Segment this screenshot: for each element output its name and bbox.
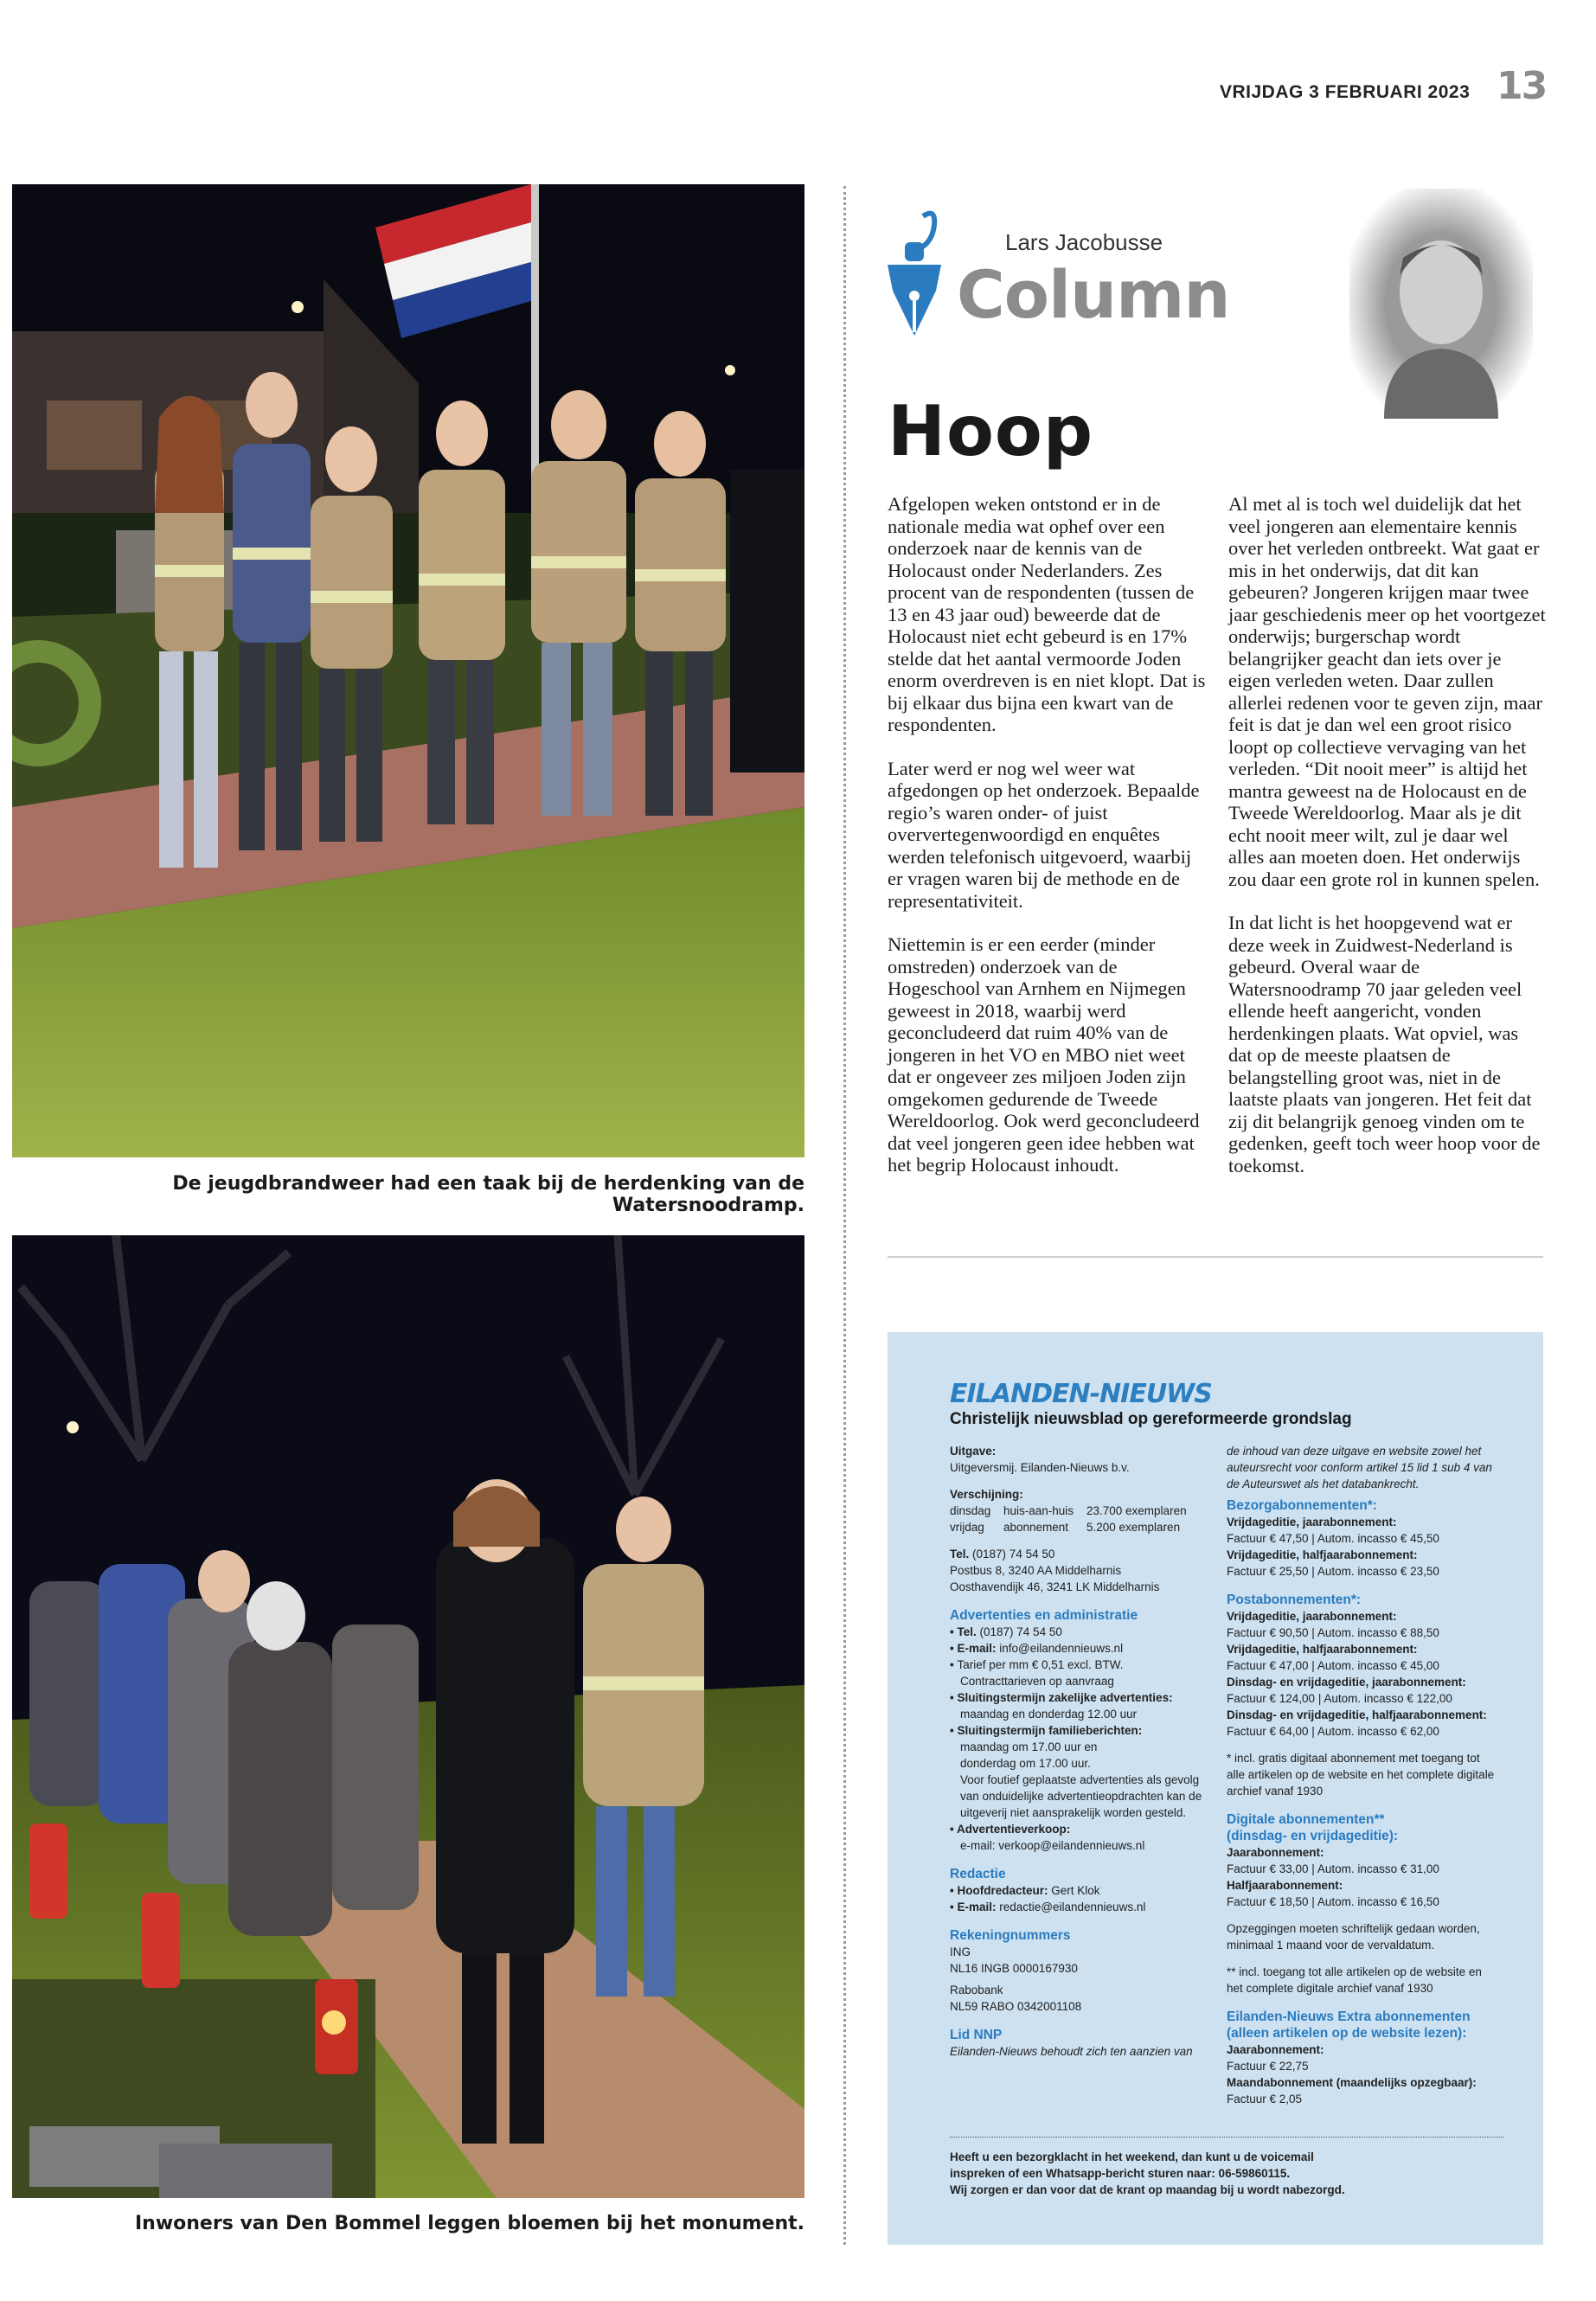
cancellation-line: Opzeggingen moeten schriftelijk gedaan worden,	[1227, 1922, 1480, 1935]
footnote-line: * incl. gratis digitaal abonnement met toegang tot	[1227, 1752, 1480, 1765]
colophon-left-column	[950, 1443, 1218, 2060]
copyright-line: de inhoud van deze uitgave en website zowel het	[1227, 1445, 1482, 1458]
editorial-heading: Redactie	[950, 1867, 1006, 1881]
subscription-label: Jaarabonnement:	[1227, 2043, 1324, 2056]
verschijning-type: huis-aan-huis	[1003, 1504, 1074, 1517]
editorial-email	[950, 1899, 1218, 1915]
bank-iban: NL16 INGB 0000167930	[950, 1962, 1078, 1975]
subscription-label: Vrijdageditie, halfjaarabonnement:	[1227, 1548, 1418, 1561]
verschijning-row	[950, 1519, 1218, 1535]
copyright-line: auteursrecht voor conform artikel 15 lid 1 sub 4 van	[1227, 1461, 1492, 1474]
photo-caption-top: De jeugdbrandweer had een taak bij de herdenking van de Watersnoodramp.	[172, 1173, 804, 1216]
copyright-line: de Auteurswet als het databankrecht.	[1227, 1477, 1420, 1490]
postbus: Postbus 8, 3240 AA Middelharnis	[950, 1564, 1122, 1577]
disclaimer-line: van onduidelijke advertentieopdrachten kan de	[960, 1790, 1202, 1803]
footnote-line: ** incl. toegang tot alle artikelen op de website en	[1227, 1965, 1482, 1978]
issue-date: VRIJDAG 3 FEBRUARI 2023	[1220, 82, 1471, 102]
extra-subscriptions-subheading: (alleen artikelen op de website lezen):	[1227, 2026, 1467, 2041]
article-paragraph: Niettemin is er een eerder (minder omstreden) onderzoek van de Hogeschool van Arnhem en Nijmegen geweest in 2018, waarbij werd geconcludeerd dat ruim 40% van de jongeren in het VO en MBO niet weet dat er ongeveer zes miljoen Joden zijn omgekomen gedurende de Tweede Wereldoorlog. Ook werd geconcludeerd dat veel jongeren geen idee hebben wat het begrip Holocaust inhoudt.	[888, 933, 1200, 1176]
column-label: Column	[957, 256, 1230, 333]
footnote-line: het complete digitale archief vanaf 1930	[1227, 1982, 1433, 1995]
adv-phone	[950, 1624, 1218, 1640]
phone-label: Tel.	[950, 1548, 970, 1561]
article-paragraph: Later werd er nog wel weer wat afgedongen op het onderzoek. Bepaalde regio’s waren onder- of juist oververtegenwoordigd en enquêtes werden telefonisch uitgevoerd, waarbij er vragen waren bij de methode en de representativiteit.	[888, 757, 1200, 912]
verschijning-count: 23.700 exemplaren	[1086, 1504, 1187, 1517]
phone-line	[950, 1546, 1218, 1562]
phone-value: (0187) 74 54 50	[972, 1548, 1055, 1561]
article-body-right	[1228, 493, 1547, 1198]
subscription-price: Factuur € 90,50 | Autom. incasso € 88,50	[1227, 1626, 1439, 1639]
adv-email-label: E-mail:	[957, 1642, 997, 1655]
tariff: • Tarief per mm € 0,51 excl. BTW.	[950, 1657, 1218, 1673]
author-portrait	[1349, 189, 1533, 419]
uitgave-label: Uitgave:	[950, 1445, 997, 1458]
bank-name: ING	[950, 1945, 971, 1958]
nnp-text: Eilanden-Nieuws behoudt zich ten aanzien van	[950, 2045, 1193, 2058]
verschijning-label: Verschijning:	[950, 1488, 1023, 1501]
ad-sales-value[interactable]: e-mail: verkoop@eilandennieuws.nl	[960, 1839, 1145, 1852]
adv-phone-value: (0187) 74 54 50	[979, 1625, 1062, 1638]
photo-caption-bottom: Inwoners van Den Bommel leggen bloemen bij het monument.	[134, 2213, 804, 2234]
subscription-price: Factuur € 18,50 | Autom. incasso € 16,50	[1227, 1895, 1439, 1908]
verschijning-row	[950, 1503, 1218, 1519]
bank-heading: Rekeningnummers	[950, 1928, 1071, 1943]
footnote-line: alle artikelen op de website en het complete digitale	[1227, 1768, 1495, 1781]
subscription-price: Factuur € 47,00 | Autom. incasso € 45,00	[1227, 1659, 1439, 1672]
article-paragraph: In dat licht is het hoopgevend wat er deze week in Zuidwest-Nederland is gebeurd. Overal waar de Watersnoodramp 70 jaar geleden veel ellende heeft aangericht, vonden herdenkingen plaats. Wat opviel, was dat op de meeste plaatsen de belangstelling groot was, niet in de laatste plaats van jongeren. Het feit dat zij dit belangrijk genoeg vinden om te gedenken, geeft toch weer hoop voor de toekomst.	[1228, 912, 1541, 1176]
subscription-label: Dinsdag- en vrijdageditie, halfjaarabonnement:	[1227, 1708, 1487, 1721]
footnote-line: archief vanaf 1930	[1227, 1785, 1324, 1798]
advertising-heading: Advertenties en administratie	[950, 1608, 1138, 1623]
editor-label: Hoofdredacteur:	[957, 1884, 1048, 1897]
verschijning-count: 5.200 exemplaren	[1086, 1521, 1181, 1534]
notice-line: inspreken of een Whatsapp-bericht sturen naar: 06-59860115.	[950, 2167, 1291, 2180]
ad-sales-label: • Advertentieverkoop:	[950, 1821, 1218, 1837]
editorial-email-value[interactable]: redactie@eilandennieuws.nl	[999, 1900, 1146, 1913]
newspaper-logo: EILANDEN-NIEUWS	[950, 1379, 1212, 1409]
subscription-label: Maandabonnement (maandelijks opzegbaar):	[1227, 2076, 1477, 2089]
photo-flowers-monument-illustration	[12, 1235, 804, 2198]
adv-phone-label: Tel.	[957, 1625, 977, 1638]
disclaimer-line: uitgeverij niet aansprakelijk worden gesteld.	[960, 1806, 1187, 1819]
adv-email	[950, 1640, 1218, 1657]
delivery-subscriptions-heading: Bezorgabonnementen*:	[1227, 1498, 1377, 1513]
verschijning-type: abonnement	[1003, 1521, 1069, 1534]
extra-subscriptions-heading: Eilanden-Nieuws Extra abonnementen	[1227, 2009, 1471, 2024]
digital-subscriptions-heading: Digitale abonnementen**	[1227, 1812, 1385, 1827]
deadline-family-value: donderdag om 17.00 uur.	[960, 1757, 1091, 1770]
subscription-label: Halfjaarabonnement:	[1227, 1879, 1343, 1892]
contract-rates: Contracttarieven op aanvraag	[960, 1675, 1114, 1688]
subscription-label: Vrijdageditie, jaarabonnement:	[1227, 1516, 1397, 1529]
page-number: 13	[1497, 64, 1547, 108]
subscription-price: Factuur € 25,50 | Autom. incasso € 23,50	[1227, 1565, 1439, 1578]
newspaper-tagline: Christelijk nieuwsblad op gereformeerde grondslag	[950, 1410, 1352, 1428]
subscription-label: Dinsdag- en vrijdageditie, jaarabonnement:	[1227, 1676, 1466, 1689]
fountain-pen-mouse-icon	[884, 208, 945, 337]
digital-subscriptions-subheading: (dinsdag- en vrijdageditie):	[1227, 1829, 1399, 1843]
article-body-left	[888, 493, 1206, 1198]
horizontal-divider	[888, 1256, 1543, 1258]
notice-line: Wij zorgen er dan voor dat de krant op maandag bij u wordt nabezorgd.	[950, 2183, 1345, 2196]
article-paragraph: Al met al is toch wel duidelijk dat het veel jongeren aan elementaire kennis over het verleden ontbreekt. Wat gaat er mis in het onderwijs, dat dit kan gebeuren? Jongeren krijgen maar twee jaar geschiedenis meer op het voortgezet onderwijs; burgerschap wordt belangrijker geacht dan iets over je eigen verleden weten. Daar zullen allerlei redenen voor te geven zijn, maar feit is dat je dan wel een groot risico loopt op collectieve vervaging van het verleden. “Dit nooit meer” is altijd het mantra geweest na de Holocaust en de Tweede Wereldoorlog. Maar als je dit echt nooit meer wilt, zul je daar wel alles aan moeten doen. Het onderwijs zou daar een grote rol in kunnen spelen.	[1228, 493, 1546, 890]
verschijning-day: dinsdag	[950, 1504, 991, 1517]
postal-subscriptions-heading: Postabonnementen*:	[1227, 1593, 1362, 1607]
subscription-price: Factuur € 33,00 | Autom. incasso € 31,00	[1227, 1862, 1439, 1875]
deadline-business-label: • Sluitingstermijn zakelijke advertenties:	[950, 1689, 1218, 1706]
verschijning-day: vrijdag	[950, 1521, 984, 1534]
disclaimer-line: Voor foutief geplaatste advertenties als gevolg	[960, 1773, 1200, 1786]
subscription-price: Factuur € 47,50 | Autom. incasso € 45,50	[1227, 1532, 1439, 1545]
subscription-label: Jaarabonnement:	[1227, 1846, 1324, 1859]
editor-value: Gert Klok	[1051, 1884, 1100, 1897]
cancellation-line: minimaal 1 maand voor de vervaldatum.	[1227, 1939, 1435, 1952]
article-headline: Hoop	[888, 391, 1094, 471]
article-paragraph: Afgelopen weken ontstond er in de nationale media wat ophef over een onderzoek naar de kennis van de Holocaust onder Nederlanders. Zes procent van de respondenten (tussen de 13 en 43 jaar oud) beweerde dat de Holocaust niet echt gebeurd is en 17% stelde dat het aantal vermoorde Joden enorm overdreven is en niet klopt. Dat is bij elkaar dus bijna een kwart van de respondenten.	[888, 493, 1206, 735]
subscription-price: Factuur € 124,00 | Autom. incasso € 122,00	[1227, 1692, 1452, 1705]
subscription-price: Factuur € 2,05	[1227, 2093, 1303, 2106]
photo-youth-firefighters-illustration	[12, 184, 804, 1157]
editorial-email-label: E-mail:	[957, 1900, 997, 1913]
delivery-complaint-notice	[950, 2149, 1512, 2198]
subscription-price: Factuur € 64,00 | Autom. incasso € 62,00	[1227, 1725, 1439, 1738]
subscription-label: Vrijdageditie, halfjaarabonnement:	[1227, 1643, 1418, 1656]
uitgave-value: Uitgeversmij. Eilanden-Nieuws b.v.	[950, 1461, 1130, 1474]
photo-flowers-monument	[12, 1235, 804, 2198]
editor-in-chief	[950, 1882, 1218, 1899]
address: Oosthavendijk 46, 3241 LK Middelharnis	[950, 1580, 1160, 1593]
deadline-family-value: maandag om 17.00 uur en	[960, 1740, 1098, 1753]
colophon-box	[888, 1332, 1543, 2245]
nnp-heading: Lid NNP	[950, 2028, 1003, 2042]
bank-name: Rabobank	[950, 1984, 1003, 1997]
colophon-right-column	[1227, 1443, 1512, 2107]
adv-email-value[interactable]: info@eilandennieuws.nl	[999, 1642, 1124, 1655]
colophon-separator	[950, 2137, 1503, 2138]
vertical-divider	[843, 186, 846, 2245]
notice-line: Heeft u een bezorgklacht in het weekend, dan kunt u de voicemail	[950, 2150, 1314, 2163]
subscription-price: Factuur € 22,75	[1227, 2060, 1309, 2073]
deadline-family-label: • Sluitingstermijn familieberichten:	[950, 1722, 1218, 1739]
bank-iban: NL59 RABO 0342001108	[950, 2000, 1082, 2013]
deadline-business-value: maandag en donderdag 12.00 uur	[960, 1708, 1138, 1721]
subscription-label: Vrijdageditie, jaarabonnement:	[1227, 1610, 1397, 1623]
photo-youth-firefighters	[12, 184, 804, 1157]
column-author: Lars Jacobusse	[1005, 229, 1163, 255]
